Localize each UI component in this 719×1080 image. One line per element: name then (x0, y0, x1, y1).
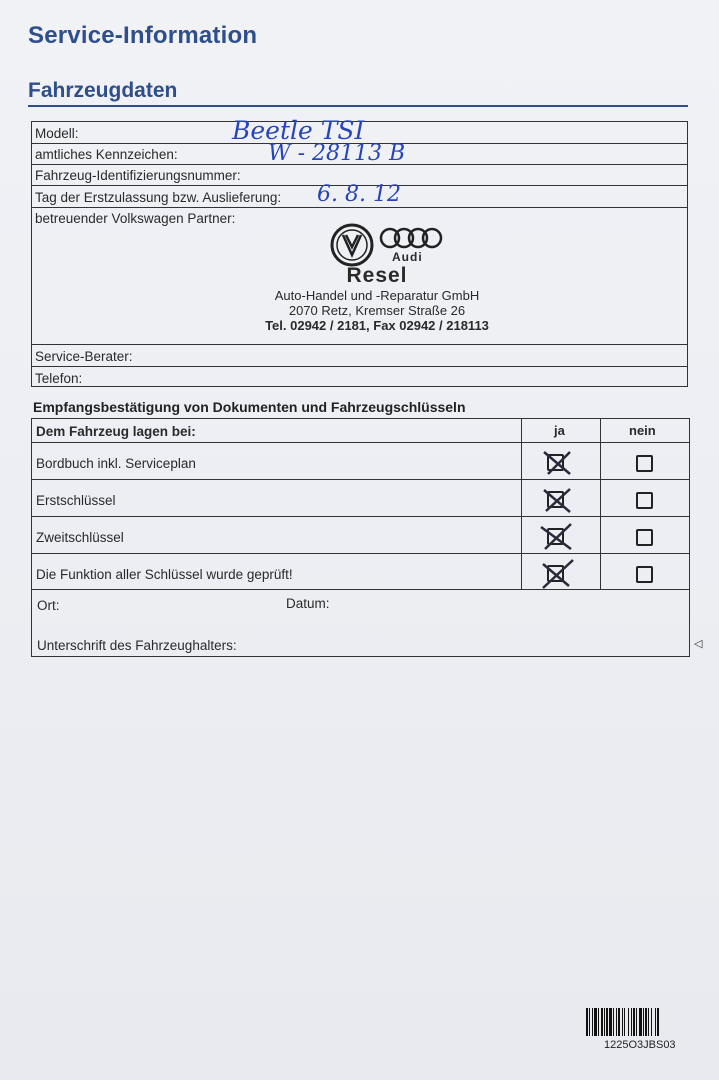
item-label: Die Funktion aller Schlüssel wurde geprüft! (36, 567, 293, 582)
barcode (586, 1008, 692, 1036)
stamp-phone: Tel. 02942 / 2181, Fax 02942 / 218113 (265, 318, 489, 333)
receipt-table (31, 418, 690, 657)
table-row (32, 480, 689, 517)
field-row-service-advisor (32, 345, 687, 367)
audi-rings-icon (378, 226, 444, 253)
item-label: Bordbuch inkl. Serviceplan (36, 456, 196, 471)
triangle-marker-icon: ◁ (694, 638, 703, 650)
checkbox-nein[interactable] (636, 455, 653, 472)
section-rule (28, 105, 688, 107)
stamp-company: Auto-Handel und -Reparatur GmbH (274, 288, 480, 303)
signature-label: Unterschrift des Fahrzeughalters: (37, 638, 237, 653)
field-row-plate (32, 141, 687, 166)
handwritten-model: Beetle TSI (232, 116, 365, 145)
table-row (32, 517, 689, 554)
checkbox-nein[interactable] (636, 529, 653, 546)
field-label-vin: Fahrzeug-Identifizierungsnummer: (35, 168, 241, 183)
vehicle-data-box (31, 116, 688, 387)
field-label-plate: amtliches Kennzeichen: (35, 147, 178, 162)
field-label-registration-date: Tag der Erstzulassung bzw. Auslieferung: (35, 190, 282, 205)
audi-wordmark: Audi (392, 250, 423, 264)
receipt-title: Empfangsbestätigung von Dokumenten und Fahrzeugschlüsseln (33, 399, 466, 415)
header-items: Dem Fahrzeug lagen bei: (36, 424, 196, 439)
header-nein: nein (629, 423, 656, 438)
checkbox-nein[interactable] (636, 566, 653, 583)
field-label-partner: betreuender Volkswagen Partner: (35, 211, 236, 226)
table-row (32, 443, 689, 480)
handwritten-plate: W - 28113 B (268, 141, 406, 166)
field-row-registration-date (32, 182, 687, 208)
header-ja: ja (554, 423, 565, 438)
handwritten-registration-date: 6. 8. 12 (317, 182, 401, 207)
field-row-phone (32, 367, 687, 388)
ort-label: Ort: (37, 598, 60, 613)
check-mark-icon (537, 558, 577, 590)
item-label: Zweitschlüssel (36, 530, 124, 545)
table-header-row (32, 419, 689, 443)
field-label-model: Modell: (35, 126, 79, 141)
page-title: Service-Information (28, 22, 258, 49)
field-label-service-advisor: Service-Berater: (35, 349, 133, 364)
stamp-address: 2070 Retz, Kremser Straße 26 (288, 303, 466, 318)
section-title-vehicle: Fahrzeugdaten (28, 79, 178, 102)
vw-logo-icon (330, 223, 374, 270)
check-mark-icon (540, 448, 576, 478)
table-row (32, 554, 689, 590)
check-mark-icon (537, 521, 577, 553)
item-label: Erstschlüssel (36, 493, 116, 508)
stamp-brand: Resel (346, 264, 408, 287)
checkbox-nein[interactable] (636, 492, 653, 509)
field-label-phone: Telefon: (35, 371, 83, 386)
check-mark-icon (540, 485, 576, 515)
datum-label: Datum: (286, 596, 330, 611)
barcode-number: 1225O3JBS03 (604, 1039, 676, 1051)
field-row-partner (32, 208, 687, 345)
